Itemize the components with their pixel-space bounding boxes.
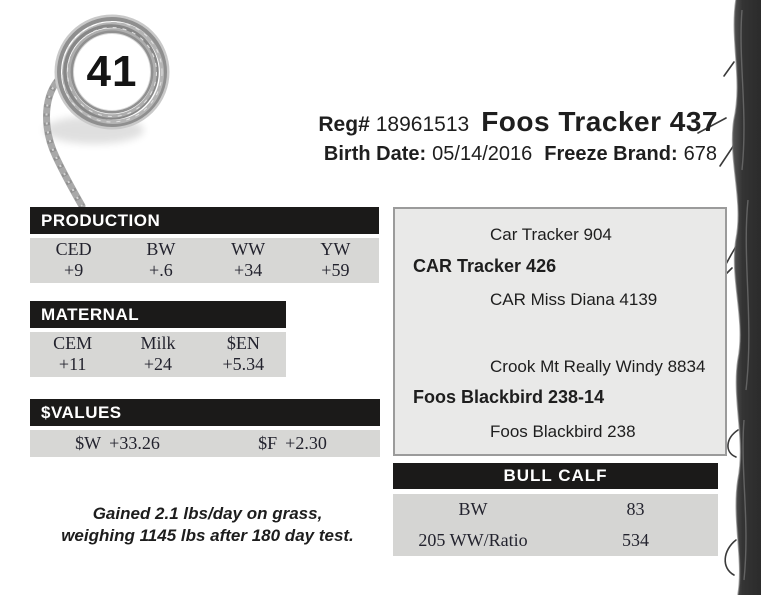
pedigree-dam-sire: Crook Mt Really Windy 8834 xyxy=(490,357,706,376)
stat-label: $EN xyxy=(226,333,260,353)
bull-calf-ww-value: 534 xyxy=(622,530,649,550)
stat-label: CED xyxy=(55,239,92,259)
birth-date-value: 05/14/2016 xyxy=(432,143,533,165)
stat-value: +.6 xyxy=(149,260,173,280)
production-section xyxy=(30,207,379,283)
animal-name: Foos Tracker 437 xyxy=(481,106,718,137)
stat-value: +5.34 xyxy=(222,354,265,374)
stat-value: +59 xyxy=(321,260,350,280)
pedigree-dam-dam: Foos Blackbird 238 xyxy=(490,422,636,441)
performance-note-line2: weighing 1145 lbs after 180 day test. xyxy=(61,526,354,545)
stat-value: +11 xyxy=(58,354,87,374)
bull-calf-table xyxy=(393,494,718,556)
reg-label: Reg# xyxy=(318,113,370,136)
stat-label: Milk xyxy=(140,333,176,353)
stat-label: BW xyxy=(146,239,176,259)
header-line1 xyxy=(230,106,718,138)
values-header: $VALUES xyxy=(30,399,380,426)
production-row xyxy=(30,238,379,283)
bull-calf-header: BULL CALF xyxy=(393,463,718,489)
pedigree-box xyxy=(393,207,727,456)
values-f xyxy=(205,430,380,457)
values-w xyxy=(30,430,205,457)
stat-value: +34 xyxy=(234,260,263,280)
pedigree-sire: CAR Tracker 426 xyxy=(413,256,557,276)
performance-note xyxy=(25,503,390,547)
production-yw xyxy=(292,239,379,283)
maternal-row xyxy=(30,332,286,377)
production-ced xyxy=(30,239,117,283)
header-line2 xyxy=(230,143,717,166)
bull-calf-bw-label: BW xyxy=(458,499,488,519)
maternal-cem xyxy=(30,333,115,377)
production-ww xyxy=(205,239,292,283)
pedigree-sire-sire: Car Tracker 904 xyxy=(490,225,612,244)
freeze-brand-value: 678 xyxy=(683,143,717,165)
bull-calf-ww-label: 205 WW/Ratio xyxy=(418,530,528,550)
pedigree-sire-dam: CAR Miss Diana 4139 xyxy=(490,290,658,309)
reg-number: 18961513 xyxy=(375,113,470,136)
maternal-section xyxy=(30,301,286,377)
values-section xyxy=(30,399,380,457)
performance-note-line1: Gained 2.1 lbs/day on grass, xyxy=(92,504,323,523)
freeze-brand-label: Freeze Brand: xyxy=(544,143,678,165)
stat-value: +9 xyxy=(64,260,84,280)
stat-label: WW xyxy=(231,239,266,259)
stat-value: +2.30 xyxy=(285,433,327,453)
stat-label: $F xyxy=(258,433,278,453)
stat-label: YW xyxy=(320,239,351,259)
maternal-en xyxy=(201,333,286,377)
bull-calf-section xyxy=(393,463,718,556)
lot-number: 41 xyxy=(86,47,138,96)
birth-date-label: Birth Date: xyxy=(323,143,427,165)
stat-label: CEM xyxy=(53,333,93,353)
values-row xyxy=(30,430,380,457)
stat-value: +24 xyxy=(143,354,173,374)
bull-calf-bw-value: 83 xyxy=(626,499,645,519)
maternal-milk xyxy=(115,333,200,377)
pedigree-dam: Foos Blackbird 238-14 xyxy=(413,387,605,407)
rope-lasso-icon xyxy=(28,12,198,212)
production-header: PRODUCTION xyxy=(30,207,379,234)
maternal-header: MATERNAL xyxy=(30,301,286,328)
production-bw xyxy=(117,239,204,283)
stat-label: $W xyxy=(75,433,102,453)
stat-value: +33.26 xyxy=(109,433,160,453)
